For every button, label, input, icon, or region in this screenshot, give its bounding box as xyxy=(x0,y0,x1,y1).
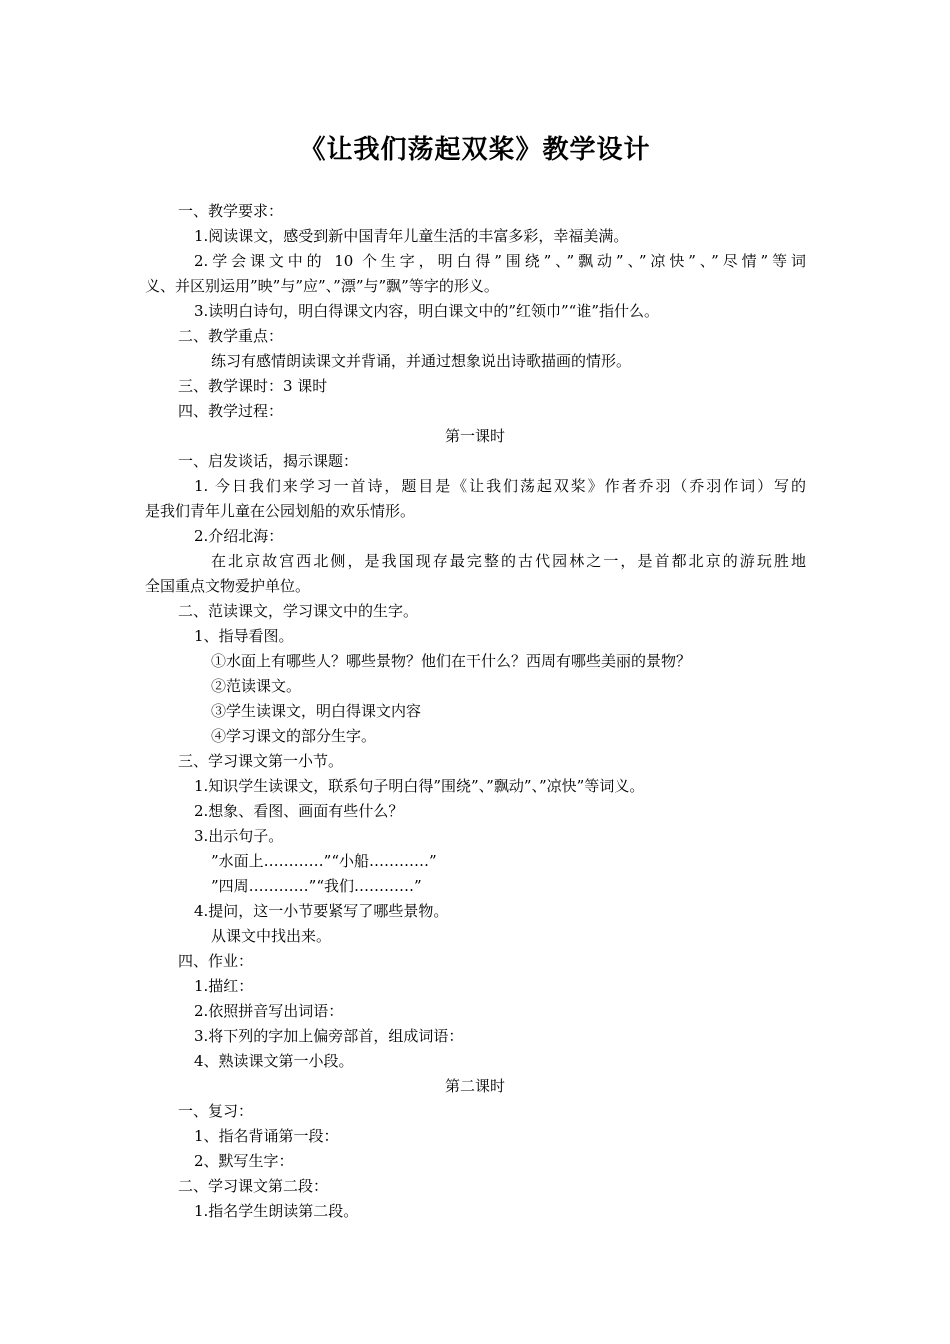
text-line: ”水面上…………”“小船…………” xyxy=(211,852,437,870)
text-line: 二、范读课文，学习课文中的生字。 xyxy=(178,602,419,620)
text-line: 是我们青年儿童在公园划船的欢乐情形。 xyxy=(145,502,416,520)
text-line: 1.阅读课文，感受到新中国青年儿童生活的丰富多彩，幸福美满。 xyxy=(194,227,629,245)
text-line: 1. 今日我们来学习一首诗，题目是《让我们荡起双桨》作者乔羽（乔羽作词）写的 xyxy=(194,477,806,495)
text-line: 一、复习： xyxy=(178,1102,254,1120)
text-line: 3.读明白诗句，明白得课文内容，明白课文中的”红领巾”“谁”指什么。 xyxy=(194,302,659,320)
text-line: 2.依照拼音写出词语： xyxy=(194,1002,344,1020)
document-title: 《让我们荡起双桨》教学设计 xyxy=(299,135,651,165)
text-line: 全国重点文物爱护单位。 xyxy=(145,577,311,595)
text-line: 一、启发谈话，揭示课题： xyxy=(178,452,359,470)
text-line: 4.提问，这一小节要紧写了哪些景物。 xyxy=(194,902,449,920)
text-line: 四、教学过程： xyxy=(178,402,284,420)
text-line: 三、学习课文第一小节。 xyxy=(178,752,344,770)
text-line: ④学习课文的部分生字。 xyxy=(211,727,377,745)
text-line: 1、指名背诵第一段： xyxy=(194,1127,339,1145)
text-line: 1、指导看图。 xyxy=(194,627,294,645)
text-line: 二、教学重点： xyxy=(178,327,284,345)
section-heading: 第一课时 xyxy=(444,427,505,445)
text-line: 2.介绍北海： xyxy=(194,527,284,545)
text-line: 三、教学课时：3 课时 xyxy=(178,377,328,395)
text-line: 义、并区别运用”映”与”应”、”漂”与”飘”等字的形义。 xyxy=(145,277,499,295)
text-line: 1.知识学生读课文，联系句子明白得”围绕”、”飘动”、”凉快”等词义。 xyxy=(194,777,645,795)
text-line: 2.想象、看图、画面有些什么？ xyxy=(194,802,404,820)
text-line: 3.将下列的字加上偏旁部首，组成词语： xyxy=(194,1027,464,1045)
text-line: 一、教学要求： xyxy=(178,202,284,220)
text-line: 在北京故宫西北侧，是我国现存最完整的古代园林之一，是首都北京的游玩胜地 xyxy=(211,552,806,570)
text-line: 4、熟读课文第一小段。 xyxy=(194,1052,354,1070)
text-line: ”四周…………”“我们…………” xyxy=(211,877,422,895)
text-line: 2.学会课文中的 10 个生字，明白得”围绕”、”飘动”、”凉快”、”尽情”等词 xyxy=(194,252,806,270)
text-line: ②范读课文。 xyxy=(211,677,302,695)
text-line: 四、作业： xyxy=(178,952,254,970)
text-line: ①水面上有哪些人？哪些景物？他们在干什么？西周有哪些美丽的景物？ xyxy=(211,652,692,670)
text-line: 2、默写生字： xyxy=(194,1152,294,1170)
text-line: 3.出示句子。 xyxy=(194,827,284,845)
text-line: 二、学习课文第二段： xyxy=(178,1177,329,1195)
text-line: ③学生读课文，明白得课文内容 xyxy=(211,702,422,720)
text-line: 练习有感情朗读课文并背诵，并通过想象说出诗歌描画的情形。 xyxy=(211,352,632,370)
text-line: 从课文中找出来。 xyxy=(211,927,332,945)
text-line: 1.指名学生朗读第二段。 xyxy=(194,1202,359,1220)
section-heading: 第二课时 xyxy=(444,1077,505,1095)
text-line: 1.描红： xyxy=(194,977,254,995)
